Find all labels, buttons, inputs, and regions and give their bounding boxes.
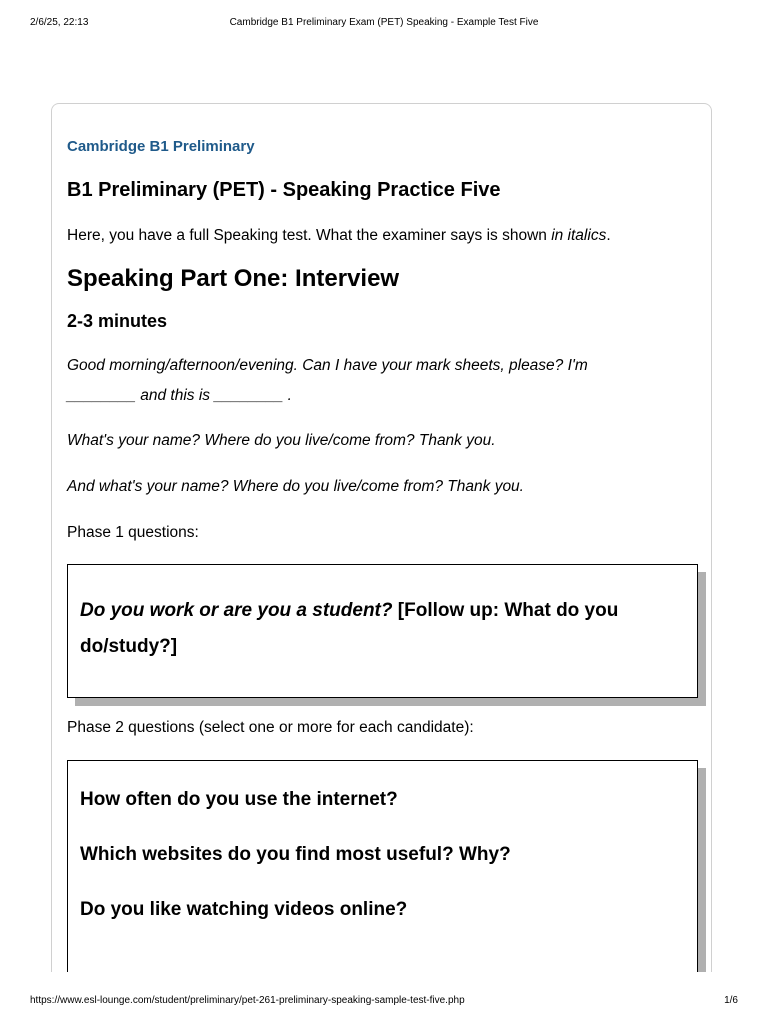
examiner-greeting-line1: Good morning/afternoon/evening. Can I have your mark sheets, please? I'm bbox=[67, 357, 588, 374]
phase2-question-box bbox=[67, 760, 698, 972]
print-date: 2/6/25, 22:13 bbox=[30, 17, 89, 28]
page-number: 1/6 bbox=[724, 995, 738, 1006]
phase2-question: How often do you use the internet? bbox=[80, 789, 398, 810]
intro-prefix: Here, you have a full Speaking test. What the examiner says is shown bbox=[67, 227, 552, 244]
intro-italic: in italics bbox=[551, 227, 607, 244]
brand-label: Cambridge B1 Preliminary bbox=[67, 138, 255, 155]
part-title: Speaking Part One: Interview bbox=[67, 265, 400, 292]
phase1-question-italic: Do you work or are you a student? bbox=[80, 600, 393, 621]
phase1-question bbox=[80, 593, 685, 665]
duration-heading: 2-3 minutes bbox=[67, 311, 168, 331]
intro-text bbox=[67, 227, 611, 245]
phase1-followup: [Follow up: What do you do/study?] bbox=[80, 600, 619, 657]
examiner-question-second: And what's your name? Where do you live/come from? Thank you. bbox=[67, 478, 524, 495]
print-url: https://www.esl-lounge.com/student/preliminary/pet-261-preliminary-speaking-sample-test-five.php bbox=[30, 995, 465, 1006]
phase2-label: Phase 2 questions (select one or more for each candidate): bbox=[67, 719, 474, 736]
intro-suffix: . bbox=[606, 227, 611, 244]
page-heading: B1 Preliminary (PET) - Speaking Practice Five bbox=[67, 179, 501, 201]
print-title: Cambridge B1 Preliminary Exam (PET) Speaking - Example Test Five bbox=[229, 17, 539, 28]
phase1-label: Phase 1 questions: bbox=[67, 524, 199, 541]
examiner-question-first: What's your name? Where do you live/come from? Thank you. bbox=[67, 432, 496, 449]
examiner-greeting bbox=[67, 351, 588, 411]
phase2-question: Do you like watching videos online? bbox=[80, 899, 408, 920]
phase2-question: Which websites do you find most useful? Why? bbox=[80, 844, 511, 865]
examiner-greeting-line2: ________ and this is ________ . bbox=[67, 387, 292, 404]
phase1-question-box bbox=[67, 564, 698, 698]
